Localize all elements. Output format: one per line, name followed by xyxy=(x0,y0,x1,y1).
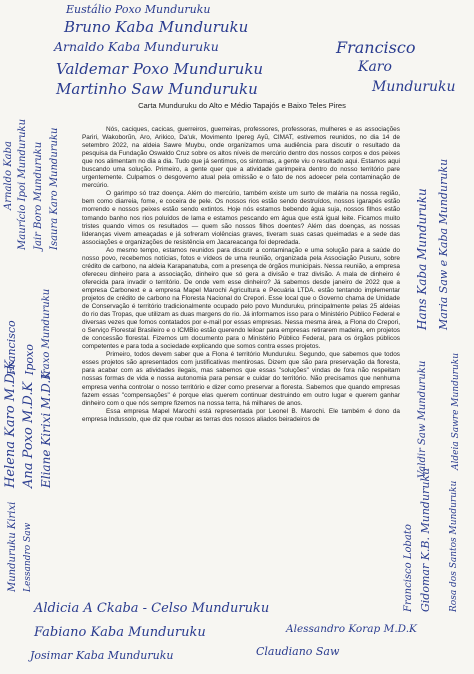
signature-right-v-3: Valdir Saw Munduruku xyxy=(417,360,428,478)
signature-right-v-2: Maria Saw e Kaba Munduruku xyxy=(437,158,450,330)
signature-top-1: Eustálio Poxo Munduruku xyxy=(66,3,211,16)
signature-left-v-4: Isaura Karo Munduruku xyxy=(49,127,60,250)
paragraph: Nós, caciques, cacicas, guerreiros, guerreiras, professores, professoras, mulheres e as associações Pariri, Wakoborũn, Aro, Arikico, Da'uk, Movimento Ipereg Ayũ, CIMAT, estivemos reunidos, no dia 14 de setembro 2022, na aldeia Sawre Muybu, onde organizamos uma audiência para discutir o resultado da pesquisa da Fundação Oswaldo Cruz sobre os altos níveis de mercúrio dentro dos nossos corpos e dos peixes que nos alimentam no dia a dia. Tudo que já sentimos, os sintomas, a gente viu o resultado aqui. Estamos aqui buscando uma solução. Primeiro, a gente quer que a atividade garimpeira dentro do nosso território pare urgentemente. Culpamos o desgoverno atual pela omissão e o fato de nos adoecer pela contaminação de mercúrio. xyxy=(82,126,400,190)
signature-bottom-5: Josimar Kaba Munduruku xyxy=(30,649,174,662)
letter-title: Carta Munduruku do Alto e Médio Tapajós e Baixo Teles Pires xyxy=(138,101,346,110)
signature-left-v-1: Arnaldo Kaba xyxy=(3,141,14,210)
signature-right-v-4: Aldeia Sawre Munduruku xyxy=(451,352,461,470)
paragraph: Ao mesmo tempo, estamos reunidos para discutir a contaminação e uma solução para a saúde do nosso povo, recebemos notícias, fotos e vídeos de uma reunião, organizada pela Associação Pusuru, sobre crédito de carbono, na aldeia Karapanatuba, com a presença de órgãos municipais. Nessa reunião, a empresa ofereceu dinheiro para a associação, dinheiro que só gera a divisão e traz divisão. A mala de dinheiro é oferecida para invadir o território. De onde vem esse dinheiro? Já sabemos desde janeiro de 2022 que a empresa Carbonext e a empresa Mapel Marochi Agricultura e Pecuária LTDA. estão tentando implementar projetos de crédito de carbono na Floresta Nacional do Crepori. Esse local que o Governo chama de Unidade de Conservação é território tradicionalmente ocupado pelo povo Munduruku, principalmente pelas 25 aldeias do rio das Tropas, que utilizam as duas margens do rio. Já informamos isso para o Ministério Público Federal e diversas vezes que fomos contatados por e-mail por essas empresas. Nessa mesma área, a Flona do Crepori, o Serviço Florestal Brasileiro e o ICMBio estão querendo leiloar para empresas retirarem madeira, em projetos de concessão florestal. Fizemos um documento para o Ministério Público Federal, para os órgãos públicos competentes e para toda a sociedade explicando que somos contra esses projetos. xyxy=(82,246,400,351)
signature-top-5: Martinho Saw Munduruku xyxy=(56,80,258,98)
signature-left-lower-7: Munduruku Kirixi xyxy=(7,501,18,592)
letter-body xyxy=(82,126,400,424)
signature-top-right-2: Karo xyxy=(358,59,392,75)
signature-right-v-5: Francisco Lobato xyxy=(403,524,414,612)
signature-left-v-2: Maurício Ipoi Munduruku xyxy=(17,118,28,250)
signature-left-lower-2: Francisco xyxy=(5,320,18,375)
signature-bottom-2: Alessandro Korap M.D.K xyxy=(286,623,417,635)
signature-left-lower-4: Ipoxo xyxy=(23,344,36,375)
signature-left-lower-8: Lessandro Saw xyxy=(23,522,33,592)
signature-bottom-3: Fabiano Kaba Munduruku xyxy=(34,625,206,640)
signature-top-3: Arnaldo Kaba Munduruku xyxy=(54,39,219,54)
signature-left-lower-1: Helena Karo M.D.K xyxy=(3,359,18,488)
signature-top-right-1: Francisco xyxy=(336,38,416,57)
signature-right-v-7: Rosa dos Santos Munduruku xyxy=(449,480,459,612)
paragraph: Essa empresa Mapel Marochi está representada por Leonel B. Marochi. Ele também é dono da empresa Indussolo, que diz que roubar as terras dos nossos aliados beiradeiros de xyxy=(82,407,400,423)
paragraph: Primeiro, todos devem saber que a Flona é território Munduruku. Segundo, que sabemos que todos esses projetos são apresentados com justificativas mentirosas. Dizem que são para preservação da floresta, para acabar com as atividades ilegais, mas sabemos que essas "soluções" vindas de fora não respeitam nossas formas de vida e nossa autonomia para pensar e cuidar do território. Não precisamos que nenhuma empresa venha controlar o nosso território e dizer como preservar a floresta. Sabemos que quando empresas fazem essas "compensações" é porque elas querem continuar destruindo em outro lugar e querem ganhar dinheiro com o que nós sempre fizemos na nossa terra, há milhares de anos. xyxy=(82,351,400,407)
signature-top-2: Bruno Kaba Munduruku xyxy=(64,18,249,36)
signature-bottom-1: Aldicia A Ckaba - Celso Munduruku xyxy=(34,601,270,616)
signature-bottom-4: Claudiano Saw xyxy=(256,645,340,658)
signature-left-lower-3: Ana Poxo M.D.K xyxy=(21,381,36,488)
signature-left-lower-5: Eliane Kirixi M.D.K xyxy=(39,370,53,488)
signature-left-lower-6: Iraxo Munduruku xyxy=(41,288,52,378)
signature-top-4: Valdemar Poxo Munduruku xyxy=(56,60,264,78)
signature-top-right-3: Munduruku xyxy=(372,79,456,95)
signature-left-v-3: Jair Boro Munduruku xyxy=(33,141,44,250)
signature-right-v-6: Gidomar K.B. Munduruku xyxy=(419,467,432,612)
signature-right-v-1: Hans Kaba Munduruku xyxy=(415,188,429,330)
paragraph: O garimpo só traz doença. Além do mercúrio, também existe um surto de malária na nossa região, bem como diarreia, fome, e coceira de pele. Os nossos rios estão sendo destruídos, nossos igarapés estão morrendo e nossos peixes estão sendo extintos. Hoje nós estamos bebendo água suja, nossos filhos estão tomando banho nos rios poluídos de lama e estamos pescando em água que está igual leite. Ficamos muito tristes quando vimos os resultados — quem são nossos filhos doentes? Além das doenças, as nossas lideranças vivem ameaçadas e já sofreram violências graves, tiveram suas casas queimadas e a sede das associações e organizações de resistência em Jacareacanga foi depredada. xyxy=(82,190,400,246)
